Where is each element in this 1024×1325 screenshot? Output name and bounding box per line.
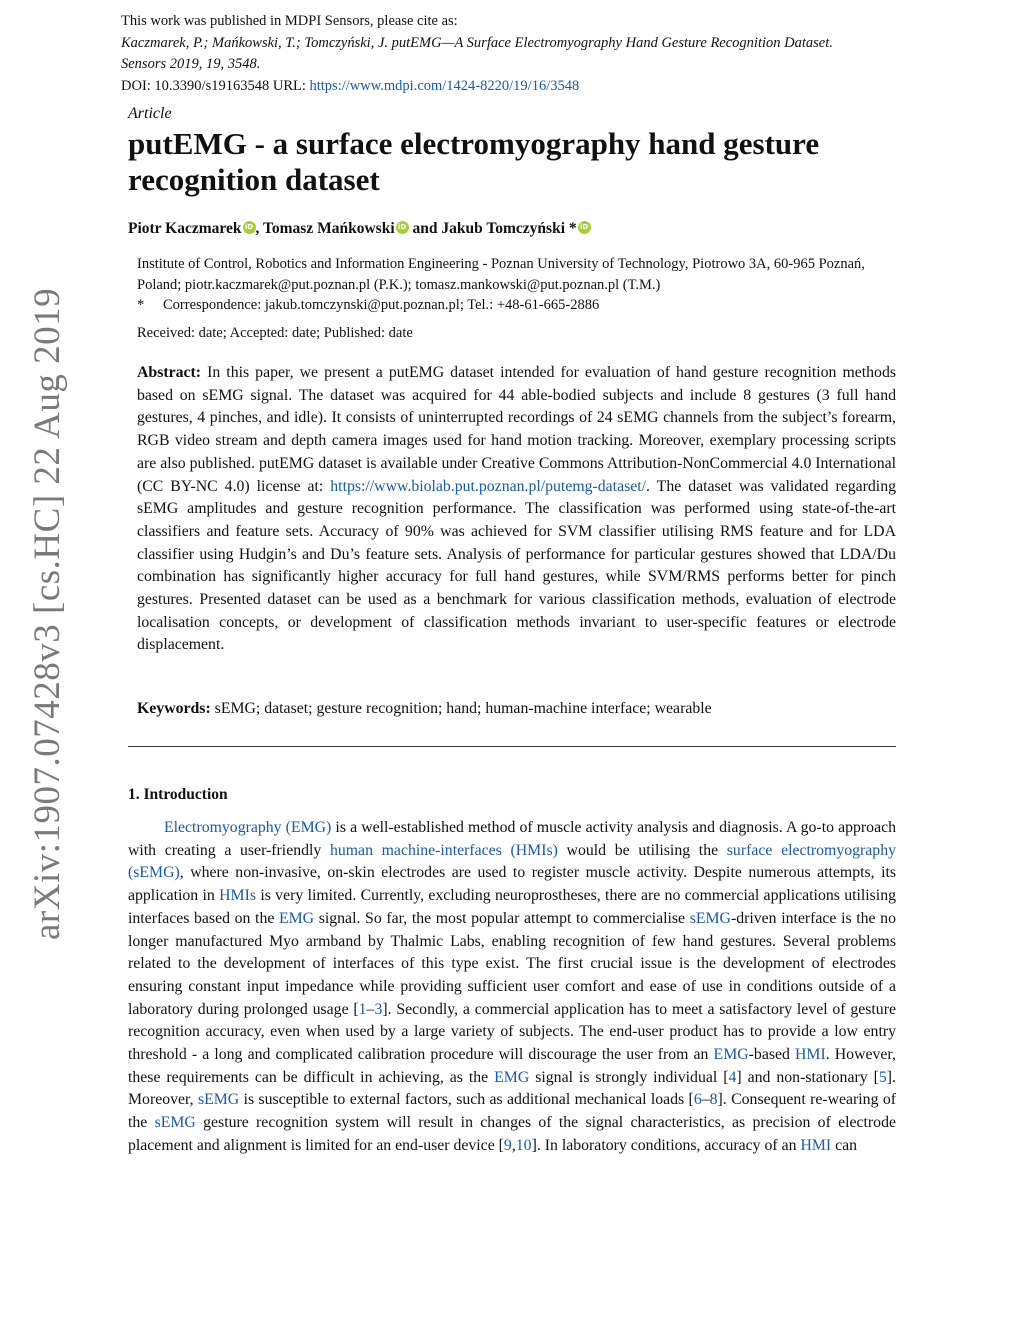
intro-text-segment: -driven interface is the no longer manufactured Myo armband by Thalmic Labs, enabling recognition of few hand gestures. Several problems related to the development of interfaces of this type exist. The first crucial issue is the development of electrodes ensuring constant input impedance while providing sufficient user comfort and ease of use in conditions outside of a laboratory during prolonged usage [ [128, 909, 896, 1018]
intro-reference-link[interactable]: sEMG [689, 909, 731, 927]
keywords-text: sEMG; dataset; gesture recognition; hand; human-machine interface; wearable [210, 700, 712, 717]
author-3: Jakub Tomczyński * [441, 220, 577, 237]
keywords-label: Keywords: [137, 700, 211, 717]
abstract-text-2: . The dataset was validated regarding sEMG amplitudes and gesture recognition performance. The classification was performed using state-of-the-art classifiers and feature sets. Accuracy of 90% was achieved for SVM classifier utilising RMS feature and for LDA classifier using Hudgin’s and Du’s feature sets. Analysis of performance for particular gestures showed that LDA/Du combination has significantly higher accuracy for full hand gestures, while SVM/RMS performs better for pinch gestures. Presented dataset can be used as a benchmark for various classification methods, evaluation of electrode localisation concepts, or development of classification methods invariant to user-specific features or electrode displacement. [137, 477, 896, 654]
intro-text-segment: signal is strongly individual [ [529, 1068, 729, 1086]
citation-line-3: Sensors 2019, 19, 3548. [121, 56, 261, 72]
intro-text-segment: -based [748, 1046, 795, 1064]
intro-text-segment: – [366, 1000, 375, 1018]
publication-dates: Received: date; Accepted: date; Published: date [137, 325, 413, 341]
intro-reference-link[interactable]: sEMG [197, 1091, 240, 1109]
citation-doi-line [121, 76, 981, 98]
intro-reference-link[interactable]: 8 [709, 1091, 718, 1109]
orcid-icon[interactable]: iD [243, 221, 256, 234]
correspondence-line [137, 295, 897, 316]
section-heading-introduction: 1. Introduction [128, 786, 228, 803]
correspondence-text: Correspondence: jakub.tomczynski@put.poznan.pl; Tel.: +48-61-665-2886 [163, 297, 600, 313]
affiliation-block [137, 254, 897, 316]
intro-text-segment: would be utilising the [557, 841, 727, 859]
article-type: Article [128, 105, 172, 122]
intro-text-segment: is susceptible to external factors, such as additional mechanical loads [ [239, 1091, 694, 1109]
abstract-label: Abstract: [137, 364, 202, 381]
intro-reference-link[interactable]: 9 [503, 1136, 512, 1154]
citation-notice [121, 11, 981, 97]
intro-text-segment: , where non-invasive, on-skin electrodes are used to register muscle activity. Despite numerous attempts, its application in [128, 864, 896, 905]
paper-title: putEMG - a surface electromyography hand gesture recognition dataset [128, 126, 820, 197]
intro-text-segment: signal. So far, the most popular attempt to commercialise [314, 909, 690, 927]
intro-reference-link[interactable]: 1 [358, 1000, 367, 1018]
intro-reference-link[interactable]: HMI [795, 1046, 826, 1064]
intro-reference-link[interactable]: surface electromyography (sEMG) [128, 841, 896, 882]
intro-reference-link[interactable]: human machine-interfaces (HMIs) [329, 841, 558, 859]
intro-text-segment: is a well-established method of muscle activity analysis and diagnosis. A go-to approach with creating a user-friendly [128, 819, 896, 859]
citation-line-1: This work was published in MDPI Sensors, please cite as: [121, 13, 458, 29]
dataset-url-link[interactable]: https://www.biolab.put.poznan.pl/putemg-dataset/ [330, 477, 647, 495]
author-separator: , [255, 220, 263, 237]
intro-text-segment: ] and non-stationary [ [736, 1068, 879, 1086]
intro-reference-link[interactable]: EMG [278, 909, 315, 927]
intro-reference-link[interactable]: 3 [374, 1000, 383, 1018]
author-separator: and [408, 220, 442, 237]
author-1: Piotr Kaczmarek [128, 220, 242, 237]
affiliation-text: Institute of Control, Robotics and Information Engineering - Poznan University of Technology, Piotrowo 3A, 60-965 Poznań, Poland; piotr.kaczmarek@put.poznan.pl (P.K.); tomasz.mankowski@put.poznan.pl (T.M.) [137, 256, 865, 293]
intro-reference-link[interactable]: HMIs [219, 887, 256, 905]
author-2: Tomasz Mańkowski [262, 220, 395, 237]
intro-reference-link[interactable]: HMI [800, 1136, 832, 1154]
arxiv-identifier-stamp: arXiv:1907.07428v3 [cs.HC] 22 Aug 2019 [27, 287, 68, 940]
intro-text-segment: ]. Consequent re-wearing of the [128, 1091, 896, 1132]
introduction-paragraph [128, 817, 896, 1158]
intro-reference-link[interactable]: EMG [494, 1068, 530, 1086]
abstract-text-1: In this paper, we present a putEMG dataset intended for evaluation of hand gesture recognition methods based on sEMG signal. The dataset was acquired for 44 able-bodied subjects and include 8 gestures (3 full hand gestures, 4 pinches, and idle). It consists of uninterrupted recordings of 24 sEMG channels from the subject’s forearm, RGB video stream and depth camera images used for hand motion tracking. Moreover, exemplary processing scripts are also published. putEMG dataset is available under Creative Commons Attribution-NonCommercial 4.0 International (CC BY-NC 4.0) license at: [137, 364, 896, 495]
intro-text-segment: ]. Secondly, a commercial application has to meet a satisfactory level of gesture recognition accuracy, even when used by a large variety of subjects. The end-user product has to provide a low entry threshold - a long and complicated calibration procedure will discourage the user from an [128, 1000, 896, 1064]
citation-line-2: Kaczmarek, P.; Mańkowski, T.; Tomczyński, J. putEMG—A Surface Electromyography Hand Gesture Recognition Dataset. [121, 34, 833, 51]
author-list [128, 220, 896, 238]
doi-label: DOI: 10.3390/s19163548 URL: [121, 77, 310, 94]
intro-text-segment: , [511, 1136, 516, 1154]
orcid-icon[interactable]: iD [396, 221, 409, 234]
section-divider [128, 746, 896, 747]
mdpi-url-link[interactable]: https://www.mdpi.com/1424-8220/19/16/3548 [309, 77, 580, 94]
intro-text-segment: ]. In laboratory conditions, accuracy of an [531, 1136, 801, 1154]
intro-reference-link[interactable]: EMG [713, 1046, 749, 1064]
intro-text-segment: ]. Moreover, [128, 1068, 896, 1109]
intro-reference-link[interactable]: 10 [515, 1136, 532, 1154]
orcid-icon[interactable]: iD [578, 221, 591, 234]
keywords [137, 700, 896, 718]
intro-reference-link[interactable]: Electromyography (EMG) [164, 819, 332, 836]
intro-text-segment: can [831, 1136, 858, 1154]
correspondence-star: * [137, 297, 145, 313]
abstract [137, 362, 896, 657]
intro-text-segment: is very limited. Currently, excluding neuroprostheses, there are no commercial applications utilising interfaces based on the [128, 887, 896, 927]
intro-text-segment: . However, these requirements can be difficult in achieving, as the [128, 1046, 896, 1086]
intro-reference-link[interactable]: 4 [728, 1068, 737, 1086]
intro-reference-link[interactable]: 5 [878, 1068, 887, 1086]
intro-reference-link[interactable]: 6 [693, 1091, 702, 1109]
intro-reference-link[interactable]: sEMG [154, 1114, 196, 1132]
intro-text-segment: – [701, 1091, 710, 1109]
intro-text-segment: gesture recognition system will result in changes of the signal characteristics, as precision of electrode placement and alignment is limited for an end-user device [ [128, 1114, 896, 1154]
